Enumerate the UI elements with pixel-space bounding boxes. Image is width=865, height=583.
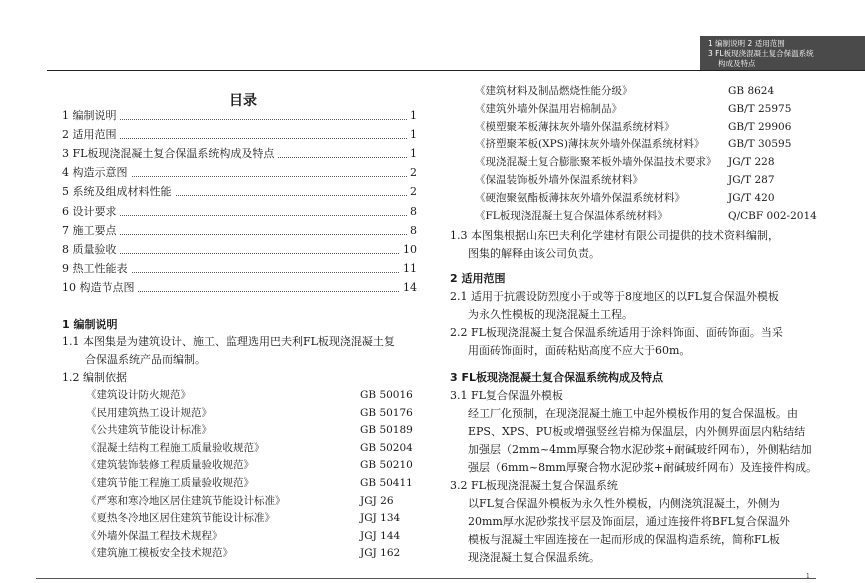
standard-row: [86, 456, 426, 474]
standard-row: [475, 207, 815, 225]
standard-code: GB 50016: [360, 389, 413, 401]
standard-code: Q/CBF 002-2014: [728, 209, 817, 222]
para-3-2-line: 以FL复合保温外模板为永久性外模板，内侧浇筑混凝土，外侧为: [468, 497, 780, 510]
standard-row: [475, 171, 815, 189]
toc-item: [62, 280, 417, 296]
toc-item-label: 2 适用范围: [62, 127, 120, 143]
standard-name: 《混凝土结构工程施工质量验收规范》: [86, 441, 265, 454]
para-3-2-line: 模板与混凝土牢固连接在一起而形成的保温构造系统，简称FL板: [468, 533, 780, 546]
standard-name: 《FL板现浇混凝土复合保温体系统材料》: [475, 209, 668, 222]
page-mark: 1: [806, 573, 810, 580]
standard-code: GB 50176: [360, 406, 413, 419]
toc-item-label: 5 系统及组成材料性能: [62, 184, 175, 200]
toc-item-label: 8 质量验收: [62, 242, 120, 258]
para-2-1-line-1: 2.1 适用于抗震设防烈度小于或等于8度地区的以FL复合保温外模板: [450, 290, 779, 303]
toc-item-label: 4 构造示意图: [62, 165, 131, 181]
standard-name: 《民用建筑热工设计规范》: [86, 406, 212, 419]
standard-row: [86, 492, 426, 510]
standard-name: 《建筑材料及制品燃烧性能分级》: [475, 85, 633, 97]
standard-row: [86, 421, 426, 439]
standard-row: [86, 527, 426, 545]
standard-name: 《硬泡聚氨酯板薄抹灰外墙外保温系统材料》: [475, 191, 685, 204]
section-2-heading: 2 适用范围: [450, 272, 506, 285]
para-2-1-line-2: 为永久性模板的现浇混凝土工程。: [468, 308, 633, 321]
para-1-3-line-2: 图集的解释由该公司负责。: [468, 247, 600, 260]
toc-item-page: 2: [407, 165, 417, 181]
standard-name: 《保温装饰板外墙外保温系统材料》: [475, 174, 643, 186]
standard-code: JGJ 26: [360, 494, 394, 507]
toc-title: 目录: [229, 93, 257, 109]
standard-name: 《外墙外保温工程技术规程》: [86, 529, 223, 542]
toc-item: [62, 108, 417, 124]
toc-item-page: 10: [400, 242, 417, 258]
standard-name: 《建筑施工模板安全技术规范》: [86, 547, 233, 560]
standard-code: JGJ 144: [360, 529, 401, 542]
toc-item-page: 1: [407, 108, 417, 124]
standard-row: [475, 118, 815, 136]
toc-item: [62, 184, 417, 200]
para-3-1-line: 强层（6mm~8mm厚聚合物水泥砂浆+耐碱玻纤网布）及连接件构成。: [468, 461, 818, 474]
standard-name: 《挤塑聚苯板(XPS)薄抹灰外墙外保温系统材料》: [475, 138, 705, 151]
footer-rule: [36, 578, 816, 579]
standard-code: GB 50411: [360, 477, 413, 489]
standard-code: GB 50204: [360, 441, 413, 454]
standard-row: [86, 386, 426, 404]
standard-name: 《严寒和寒冷地区居住建筑节能设计标准》: [86, 494, 286, 507]
para-3-2-line: 20mm厚水泥砂浆找平层及饰面层，通过连接件将BFL复合保温外: [468, 515, 790, 528]
para-1-2: 1.2 编制依据: [62, 371, 127, 384]
para-3-1-line: EPS、XPS、PU板或增强竖丝岩棉为保温层，内外侧界面层内粘结结: [468, 425, 806, 438]
header-rule: [47, 70, 865, 71]
standard-row: [86, 509, 426, 527]
toc-item-page: 2: [407, 184, 417, 200]
standard-code: GB/T 30595: [728, 138, 792, 151]
toc-item-page: 14: [400, 280, 417, 296]
standard-row: [475, 100, 815, 118]
standard-name: 《现浇混凝土复合膨胀聚苯板外墙外保温技术要求》: [475, 156, 717, 169]
header-title-box: [700, 36, 865, 71]
header-line-3: 构成及特点: [718, 59, 756, 68]
standard-code: GB/T 25975: [728, 102, 792, 115]
toc-item: [62, 127, 417, 143]
toc-item-label: 7 施工要点: [62, 223, 120, 239]
standard-code: JG/T 228: [728, 156, 775, 169]
toc-item-label: 3 FL板现浇混凝土复合保温系统构成及特点: [62, 146, 277, 162]
toc-item: [62, 165, 417, 181]
toc-item-page: 11: [400, 261, 417, 277]
standard-code: GB 50189: [360, 424, 413, 437]
para-1-1-line-1: 1.1 本图集是为建筑设计、施工、监理选用巴夫利FL板现浇混凝土复: [62, 335, 395, 348]
standard-row: [86, 474, 426, 492]
para-3-2-line: 现浇混凝土复合保温系统。: [468, 551, 600, 564]
standard-row: [86, 544, 426, 562]
header-line-1: 1 编制说明 2 适用范围: [708, 39, 785, 48]
standard-name: 《建筑节能工程施工质量验收规范》: [86, 477, 254, 489]
standard-code: JGJ 162: [360, 547, 401, 560]
section-3-heading: 3 FL板现浇混凝土复合保温系统构成及特点: [450, 371, 664, 384]
section-1-heading: 1 编制说明: [62, 318, 118, 331]
para-2-2-line-2: 用面砖饰面时，面砖粘贴高度不应大于60m。: [468, 344, 691, 357]
para-3-1-line: 经工厂化预制，在现浇混凝土施工中起外模板作用的复合保温板。由: [468, 407, 798, 420]
standard-name: 《建筑外墙外保温用岩棉制品》: [475, 102, 622, 115]
toc-item: [62, 242, 417, 258]
standard-name: 《建筑设计防火规范》: [86, 389, 191, 401]
standard-code: GB 8624: [728, 85, 775, 97]
standard-code: GB 50210: [360, 459, 413, 472]
standard-row: [475, 153, 815, 171]
toc-item: [62, 223, 417, 239]
para-1-1-line-2: 合保温系统产品而编制。: [85, 353, 206, 366]
standard-row: [475, 135, 815, 153]
standard-row: [475, 82, 815, 100]
standard-name: 《夏热冬冷地区居住建筑节能设计标准》: [86, 512, 275, 525]
para-2-2-line-1: 2.2 FL板现浇混凝土复合保温系统适用于涂料饰面、面砖饰面。当采: [450, 326, 783, 339]
toc-item-label: 6 设计要求: [62, 204, 120, 220]
standard-code: GB/T 29906: [728, 120, 792, 133]
standard-name: 《模塑聚苯板薄抹灰外墙外保温系统材料》: [475, 120, 675, 133]
standard-code: JG/T 287: [728, 174, 775, 186]
standard-row: [86, 404, 426, 422]
standard-name: 《建筑装饰装修工程质量验收规范》: [86, 459, 254, 472]
para-3-1-title: 3.1 FL复合保温外模板: [450, 389, 563, 402]
toc-item-page: 1: [407, 127, 417, 143]
para-3-2-title: 3.2 FL板现浇混凝土复合保温系统: [450, 479, 618, 492]
para-3-1-line: 加强层（2mm~4mm厚聚合物水泥砂浆+耐碱玻纤网布），外侧粘结加: [468, 443, 812, 456]
toc-item-label: 1 编制说明: [62, 108, 120, 124]
toc-item: [62, 146, 417, 162]
standard-code: JGJ 134: [360, 512, 401, 525]
standard-name: 《公共建筑节能设计标准》: [86, 424, 212, 437]
standard-code: JG/T 420: [728, 191, 775, 204]
para-1-3-line-1: 1.3 本图集根据山东巴夫利化学建材有限公司提供的技术资料编制，: [450, 229, 779, 242]
standard-row: [86, 439, 426, 457]
toc-item-page: 8: [407, 204, 417, 220]
toc-item-page: 8: [407, 223, 417, 239]
toc-item: [62, 261, 417, 277]
toc-item-label: 10 构造节点图: [62, 280, 138, 296]
header-line-2: 3 FL板现浇混凝土复合保温系统: [708, 49, 814, 58]
toc-item-label: 9 热工性能表: [62, 261, 131, 277]
toc-item: [62, 204, 417, 220]
toc-item-page: 1: [407, 146, 417, 162]
standard-row: [475, 189, 815, 207]
